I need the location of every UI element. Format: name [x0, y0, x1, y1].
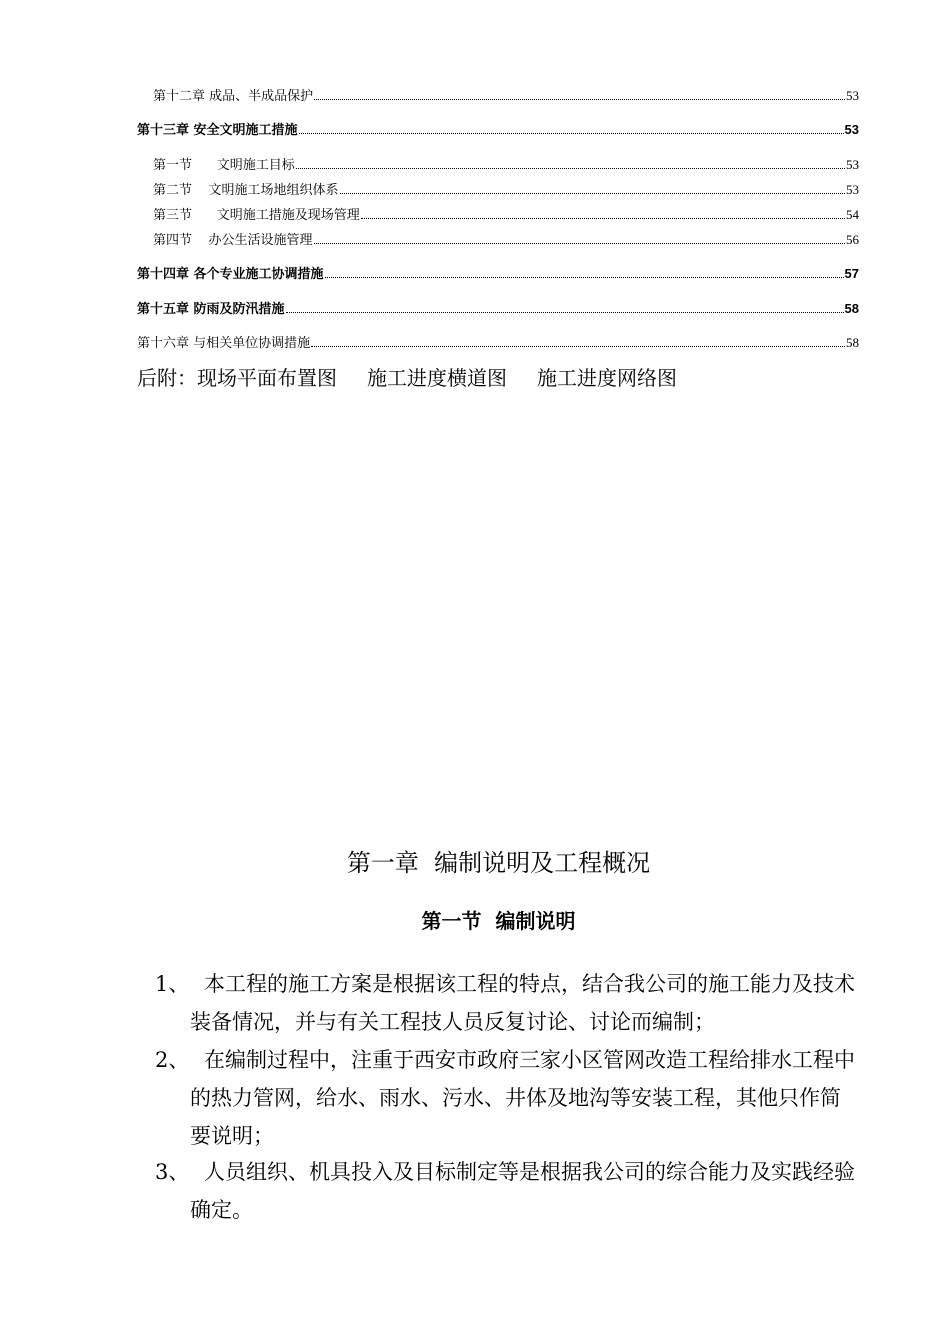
toc-entry-page: 53	[846, 157, 859, 172]
toc-leader	[311, 336, 845, 347]
chapter-title: 第一章 编制说明及工程概况	[346, 849, 651, 877]
toc-entry-page: 57	[844, 266, 859, 281]
toc-entry-page: 53	[846, 88, 859, 103]
toc-entry-label: 第四节 办公生活设施管理	[153, 233, 313, 248]
list-item-number: 2、	[155, 1048, 190, 1072]
toc-entry-label: 第十三章 安全文明施工措施	[137, 123, 298, 138]
toc-entry-label: 第三节 文明施工措施及现场管理	[153, 208, 360, 223]
toc-entry-page: 54	[846, 207, 859, 222]
toc-leader	[299, 123, 844, 134]
toc-leader	[314, 233, 845, 244]
list-item-number: 3、	[155, 1160, 190, 1184]
toc-entry-label: 第十五章 防雨及防汛措施	[137, 302, 285, 317]
toc-entry-page: 53	[846, 182, 859, 197]
toc-entry-label: 第十四章 各个专业施工协调措施	[137, 267, 324, 282]
appendix-item: 现场平面布置图	[197, 366, 337, 390]
toc-entry[interactable]	[153, 232, 859, 249]
toc-entry-page: 53	[844, 122, 859, 137]
toc-entry[interactable]	[137, 266, 859, 283]
toc-entry-page: 58	[846, 335, 859, 350]
toc-entry[interactable]	[153, 182, 859, 199]
list-item-text: 在编制过程中，注重于西安市政府三家小区管网改造工程给排水工程中的热力管网，给水、雨水、污水、井体及地沟等安装工程，其他只作简要说明；	[190, 1048, 855, 1148]
toc-leader	[361, 208, 845, 219]
toc-entry-page: 56	[846, 232, 859, 247]
list-item	[155, 1041, 860, 1155]
toc-entry[interactable]	[137, 335, 859, 352]
toc-entry[interactable]	[137, 122, 859, 139]
appendix-prefix: 后附：	[137, 366, 197, 390]
list-item	[155, 1153, 860, 1229]
appendix-item: 施工进度网络图	[537, 366, 677, 390]
toc-entry-label: 第十二章 成品、半成品保护	[153, 89, 314, 104]
toc-entry[interactable]	[153, 157, 859, 174]
toc-entry[interactable]	[153, 88, 859, 105]
toc-leader	[314, 89, 845, 100]
toc-entry-page: 58	[844, 301, 859, 316]
toc-entry[interactable]	[137, 301, 859, 318]
toc-leader	[296, 158, 845, 169]
toc-entry-label: 第一节 文明施工目标	[153, 158, 295, 173]
toc-entry-label: 第二节 文明施工场地组织体系	[153, 183, 339, 198]
toc-leader	[340, 183, 845, 194]
toc-leader	[286, 302, 844, 313]
section-title: 第一节 编制说明	[421, 909, 576, 933]
list-item-number: 1、	[155, 972, 190, 996]
list-item	[155, 965, 860, 1041]
toc-entry[interactable]	[153, 207, 859, 224]
list-item-text: 本工程的施工方案是根据该工程的特点，结合我公司的施工能力及技术装备情况，并与有关工程技人员反复讨论、讨论而编制；	[190, 972, 855, 1034]
appendix-line	[137, 364, 707, 392]
toc-entry-label: 第十六章 与相关单位协调措施	[137, 336, 311, 351]
list-item-text: 人员组织、机具投入及目标制定等是根据我公司的综合能力及实践经验确定。	[190, 1160, 855, 1222]
toc-leader	[325, 267, 844, 278]
appendix-item: 施工进度横道图	[367, 366, 507, 390]
